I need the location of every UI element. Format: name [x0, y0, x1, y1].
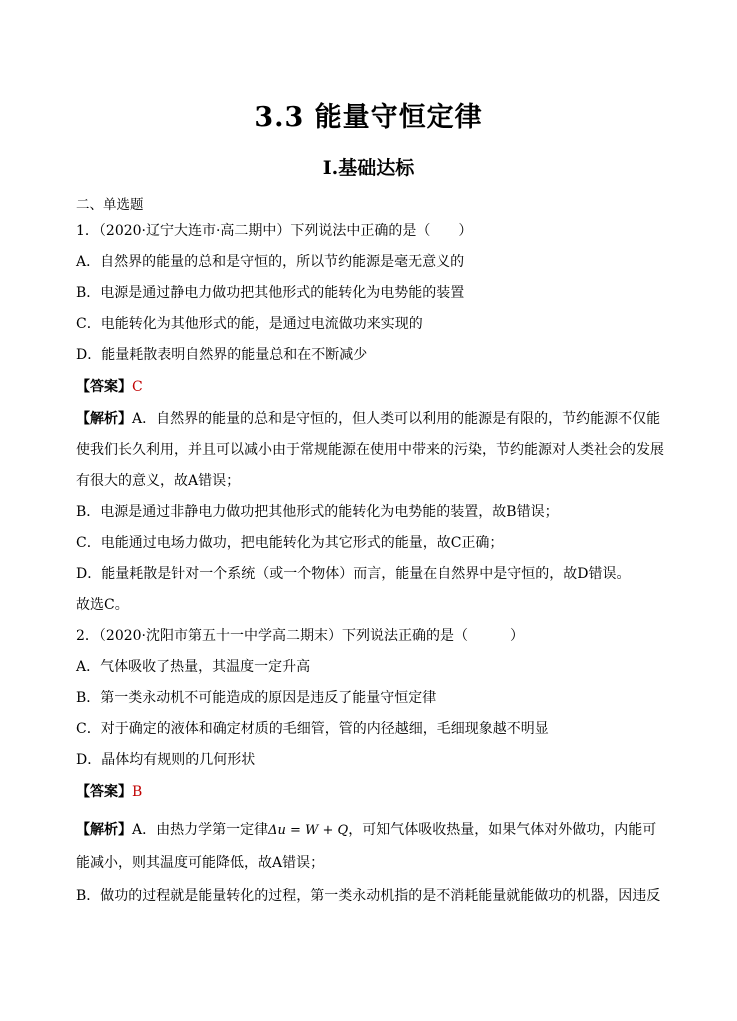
q1-option-d: D．能量耗散表明自然界的能量总和在不断减少	[76, 347, 368, 363]
q2-option-d: D．晶体均有规则的几何形状	[76, 752, 256, 768]
q2-analysis-line-3: B．做功的过程就是能量转化的过程，第一类永动机指的是不消耗能量就能做功的机器，因违反	[76, 888, 661, 904]
q1-analysis-line-2: 使我们长久利用，并且可以减小由于常规能源在使用中带来的污染，节约能源对人类社会的发展	[76, 442, 664, 458]
q2-option-b: B．第一类永动机不可能造成的原因是违反了能量守恒定律	[76, 690, 437, 706]
analysis-text: ，可知气体吸收热量，如果气体对外做功，内能可	[348, 822, 657, 838]
q1-analysis-line-5: C．电能通过电场力做功，把电能转化为其它形式的能量，故C正确；	[76, 535, 504, 551]
q1-analysis-line-4: B．电源是通过非静电力做功把其他形式的能转化为电势能的装置，故B错误；	[76, 504, 559, 520]
q2-option-c: C．对于确定的液体和确定材质的毛细管，管的内径越细，毛细现象越不明显	[76, 721, 549, 737]
q2-analysis-line-1	[76, 820, 671, 841]
page-title: 3.3 能量守恒定律	[254, 102, 483, 133]
answer-tag: 【答案】	[76, 379, 132, 395]
q1-option-a: A．自然界的能量的总和是守恒的，所以节约能源是毫无意义的	[76, 254, 465, 270]
q1-analysis-line-1	[76, 409, 671, 429]
analysis-text: A．由热力学第一定律	[132, 822, 269, 838]
answer-value: C	[132, 379, 143, 395]
formula-first-law: Δu = W + Q	[268, 823, 349, 838]
q2-analysis-line-2: 能减小，则其温度可能降低，故A错误；	[76, 855, 325, 871]
question-type-label: 二、单选题	[76, 197, 144, 213]
answer-tag: 【答案】	[76, 784, 132, 800]
q1-stem: 1．（2020·辽宁大连市·高二期中）下列说法中正确的是（ ）	[76, 223, 473, 239]
q1-answer	[76, 377, 671, 397]
analysis-text: A．自然界的能量的总和是守恒的，但人类可以利用的能源是有限的，节约能源不仅能	[132, 411, 661, 427]
q2-stem: 2．（2020·沈阳市第五十一中学高二期末）下列说法正确的是（ ）	[76, 628, 524, 644]
q1-analysis-line-6: D．能量耗散是针对一个系统（或一个物体）而言，能量在自然界中是守恒的，故D错误。	[76, 566, 631, 582]
q2-answer	[76, 782, 671, 802]
q2-option-a: A．气体吸收了热量，其温度一定升高	[76, 659, 311, 675]
q1-option-c: C．电能转化为其他形式的能，是通过电流做功来实现的	[76, 316, 423, 332]
q1-option-b: B．电源是通过静电力做功把其他形式的能转化为电势能的装置	[76, 285, 465, 301]
answer-value: B	[132, 784, 143, 800]
q1-conclusion: 故选C。	[76, 597, 129, 613]
q1-analysis-line-3: 有很大的意义，故A错误；	[76, 473, 241, 489]
analysis-tag: 【解析】	[76, 411, 132, 427]
section-subtitle: Ⅰ.基础达标	[322, 157, 415, 179]
analysis-tag: 【解析】	[76, 822, 132, 838]
